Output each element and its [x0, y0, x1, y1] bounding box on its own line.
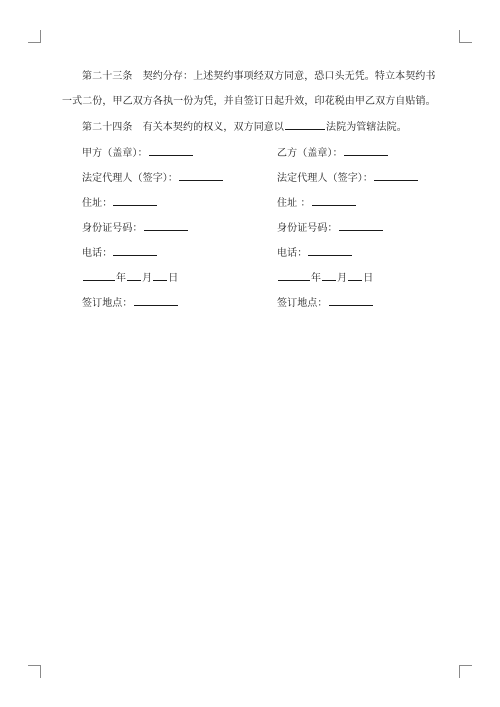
article-23-line-1: 第二十三条 契约分存：上述契约事项经双方同意，恐口头无凭。特立本契约书	[82, 71, 436, 82]
party-a-place-label: 签订地点：	[82, 298, 133, 309]
article-24-suffix: 法院为管辖法院。	[326, 122, 407, 133]
party-b-agent-blank[interactable]	[374, 171, 418, 181]
party-b-place-label: 签订地点：	[277, 298, 328, 309]
party-b-agent-row	[277, 171, 419, 186]
party-a-label: 甲方（盖章）：	[82, 148, 148, 159]
party-b-month-blank[interactable]	[322, 271, 336, 281]
crop-mark-top-right	[459, 30, 472, 43]
party-a-year-blank[interactable]	[83, 271, 115, 281]
party-a-date-row	[82, 271, 178, 286]
party-b-year-blank[interactable]	[278, 271, 310, 281]
party-a-phone-blank[interactable]	[113, 246, 157, 256]
crop-mark-top-left	[28, 30, 41, 43]
party-b-id-label: 身份证号码：	[277, 223, 338, 234]
crop-mark-bottom-right	[459, 665, 472, 678]
party-b-phone-blank[interactable]	[308, 246, 352, 256]
party-b-label: 乙方（盖章）：	[277, 148, 343, 159]
article-24	[82, 120, 407, 135]
crop-mark-bottom-left	[28, 665, 41, 678]
party-a-place-blank[interactable]	[134, 296, 178, 306]
party-a-seal-row	[82, 146, 194, 161]
party-b-address-blank[interactable]	[312, 196, 356, 206]
party-b-date-row	[277, 271, 373, 286]
party-a-address-blank[interactable]	[113, 196, 157, 206]
party-a-address-row	[82, 196, 158, 211]
party-b-day-label: 日	[363, 273, 374, 284]
party-a-month-blank[interactable]	[127, 271, 141, 281]
party-a-id-row	[82, 221, 189, 236]
party-a-month-label: 月	[142, 273, 153, 284]
party-a-day-blank[interactable]	[153, 271, 167, 281]
party-a-year-label: 年	[116, 273, 127, 284]
party-b-place-row	[277, 296, 374, 311]
party-a-address-label: 住址：	[82, 198, 113, 209]
party-a-phone-label: 电话：	[82, 248, 113, 259]
party-a-id-label: 身份证号码：	[82, 223, 143, 234]
party-b-id-row	[277, 221, 384, 236]
party-b-phone-label: 电话：	[277, 248, 308, 259]
party-a-agent-label: 法定代理人（签字）：	[82, 173, 178, 184]
party-a-day-label: 日	[168, 273, 179, 284]
party-b-phone-row	[277, 246, 353, 261]
article-23-line-2: 一式二份，甲乙双方各执一份为凭，并自签订日起升效，印花税由甲乙双方自贴销。	[62, 96, 436, 107]
party-b-seal-row	[277, 146, 389, 161]
party-a-phone-row	[82, 246, 158, 261]
party-b-address-row	[277, 196, 357, 211]
party-b-month-label: 月	[337, 273, 348, 284]
party-b-agent-label: 法定代理人（签字）：	[277, 173, 373, 184]
party-b-place-blank[interactable]	[329, 296, 373, 306]
party-a-place-row	[82, 296, 179, 311]
party-b-day-blank[interactable]	[348, 271, 362, 281]
party-a-blank[interactable]	[149, 146, 193, 156]
article-24-prefix: 第二十四条 有关本契约的权义，双方同意以	[82, 122, 284, 133]
party-b-year-label: 年	[311, 273, 322, 284]
party-a-agent-row	[82, 171, 224, 186]
party-b-id-blank[interactable]	[339, 221, 383, 231]
party-b-address-label: 住址 ：	[277, 198, 311, 209]
court-blank[interactable]	[285, 120, 325, 130]
party-a-agent-blank[interactable]	[179, 171, 223, 181]
party-a-id-blank[interactable]	[144, 221, 188, 231]
party-b-blank[interactable]	[344, 146, 388, 156]
